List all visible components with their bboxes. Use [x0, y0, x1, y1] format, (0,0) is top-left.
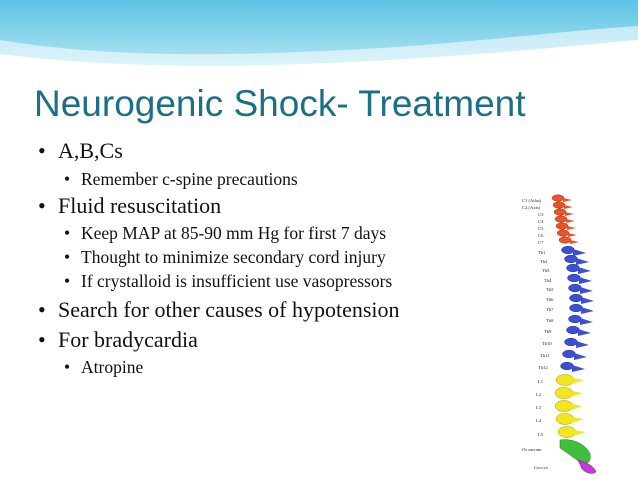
slide-title: Neurogenic Shock- Treatment [34, 83, 526, 124]
spine-diagram [516, 190, 610, 476]
bullet-item [64, 270, 392, 292]
vertebra-c7 [559, 237, 571, 243]
bullet-item [38, 327, 198, 353]
spinous-process-c1 [563, 198, 572, 202]
vertebra-c2 [553, 202, 565, 208]
label-th5: Th5 [546, 287, 554, 292]
vertebra-l5 [558, 427, 576, 438]
spinous-process-l1 [572, 378, 584, 384]
spinous-process-c5 [567, 226, 576, 230]
label-l2: L2 [536, 392, 542, 397]
vertebra-th8 [569, 315, 582, 323]
bullet-text: Keep MAP at 85-90 mm Hg for first 7 days [81, 223, 387, 243]
spinous-process-th9 [578, 329, 591, 336]
sacrum-bone [560, 440, 590, 464]
vertebra-th1 [562, 246, 575, 254]
vertebra-th2 [565, 255, 578, 263]
vertebra-th3 [567, 264, 580, 272]
spinous-process-th5 [580, 287, 593, 294]
label-th11: Th11 [540, 353, 550, 358]
label-th2: Th2 [540, 259, 548, 264]
bullet-text: If crystalloid is insufficient use vasopressors [81, 271, 393, 291]
bullet-glyph: • [64, 271, 71, 291]
vertebra-th10 [565, 338, 578, 346]
label-l4: L4 [536, 418, 542, 423]
spinous-process-l5 [574, 430, 586, 436]
vertebra-c3 [554, 209, 566, 215]
spinous-process-th6 [581, 297, 594, 304]
bullet-item [38, 297, 400, 323]
bullet-text: Thought to minimize secondary cord injury [81, 247, 386, 267]
vertebra-th9 [567, 326, 580, 334]
bullet-glyph: • [38, 327, 46, 352]
label-sacrum: Os sacrum [522, 447, 542, 452]
bullet-glyph: • [64, 169, 71, 189]
bullet-item [64, 222, 386, 244]
bullet-text: Fluid resuscitation [58, 193, 222, 218]
label-coccyx: Coccyx [534, 465, 549, 470]
spinous-process-c7 [570, 240, 579, 244]
vertebra-c4 [555, 216, 567, 222]
bullet-text: Search for other causes of hypotension [58, 297, 400, 322]
spinous-process-c4 [566, 219, 575, 223]
label-th4: Th4 [544, 278, 552, 283]
label-l1: L1 [538, 379, 544, 384]
vertebra-c1 [552, 195, 564, 201]
vertebra-l4 [556, 414, 574, 425]
bullet-text: Remember c-spine precautions [81, 169, 298, 189]
bullet-text: Atropine [81, 357, 144, 377]
spinous-process-th1 [573, 249, 586, 256]
spinous-process-th10 [576, 341, 589, 348]
bullet-glyph: • [64, 223, 71, 243]
label-th6: Th6 [546, 297, 554, 302]
spinous-process-l2 [571, 391, 583, 397]
label-th7: Th7 [546, 307, 554, 312]
label-c1: C1 (Atlas) [522, 198, 542, 203]
spine-illustration [516, 190, 610, 476]
vertebra-th4 [568, 274, 581, 282]
bullet-glyph: • [38, 297, 46, 322]
spinous-process-th11 [574, 353, 587, 360]
spinous-process-th12 [572, 365, 585, 372]
bullet-glyph: • [64, 357, 71, 377]
label-c5: C5 [538, 226, 544, 231]
vertebra-th5 [569, 284, 582, 292]
vertebrae-group [552, 195, 596, 474]
label-l5: L5 [538, 432, 544, 437]
vertebra-th6 [570, 294, 583, 302]
spinous-process-th3 [578, 267, 591, 274]
vertebra-th12 [561, 362, 574, 370]
spinous-process-c2 [564, 205, 573, 209]
label-c2: C2 (Axis) [522, 205, 541, 210]
bullet-item [64, 246, 386, 268]
label-c3: C3 [538, 212, 544, 217]
bullet-item [64, 356, 143, 378]
vertebra-l1 [556, 375, 574, 386]
spinous-process-c6 [568, 233, 577, 237]
label-th9: Th9 [544, 329, 552, 334]
bullet-glyph: • [38, 138, 46, 163]
spinous-process-th2 [576, 258, 589, 265]
bullet-item [38, 193, 221, 219]
vertebra-c5 [556, 223, 568, 229]
label-c4: C4 [538, 219, 544, 224]
label-c6: C6 [538, 233, 544, 238]
label-th10: Th10 [542, 341, 552, 346]
label-c7: C7 [538, 240, 544, 245]
bullet-glyph: • [64, 247, 71, 267]
bullet-text: A,B,Cs [58, 138, 123, 163]
label-th1: Th1 [538, 250, 546, 255]
spinous-process-l4 [572, 417, 584, 423]
spinous-process-th8 [580, 318, 593, 325]
spinous-process-th4 [579, 277, 592, 284]
vertebra-l2 [555, 388, 573, 399]
label-th12: Th12 [538, 365, 548, 370]
label-th3: Th3 [542, 268, 550, 273]
spinous-process-c3 [565, 212, 574, 216]
bullet-text: For bradycardia [58, 327, 198, 352]
bullet-glyph: • [38, 193, 46, 218]
vertebra-l3 [555, 401, 573, 412]
vertebra-th7 [570, 304, 583, 312]
vertebra-th11 [563, 350, 576, 358]
vertebra-c6 [557, 230, 569, 236]
label-th8: Th8 [546, 318, 554, 323]
spinous-process-l3 [571, 404, 583, 410]
bullet-item [64, 168, 298, 190]
label-l3: L3 [536, 405, 542, 410]
spinous-process-th7 [581, 307, 594, 314]
bullet-item [38, 138, 123, 164]
